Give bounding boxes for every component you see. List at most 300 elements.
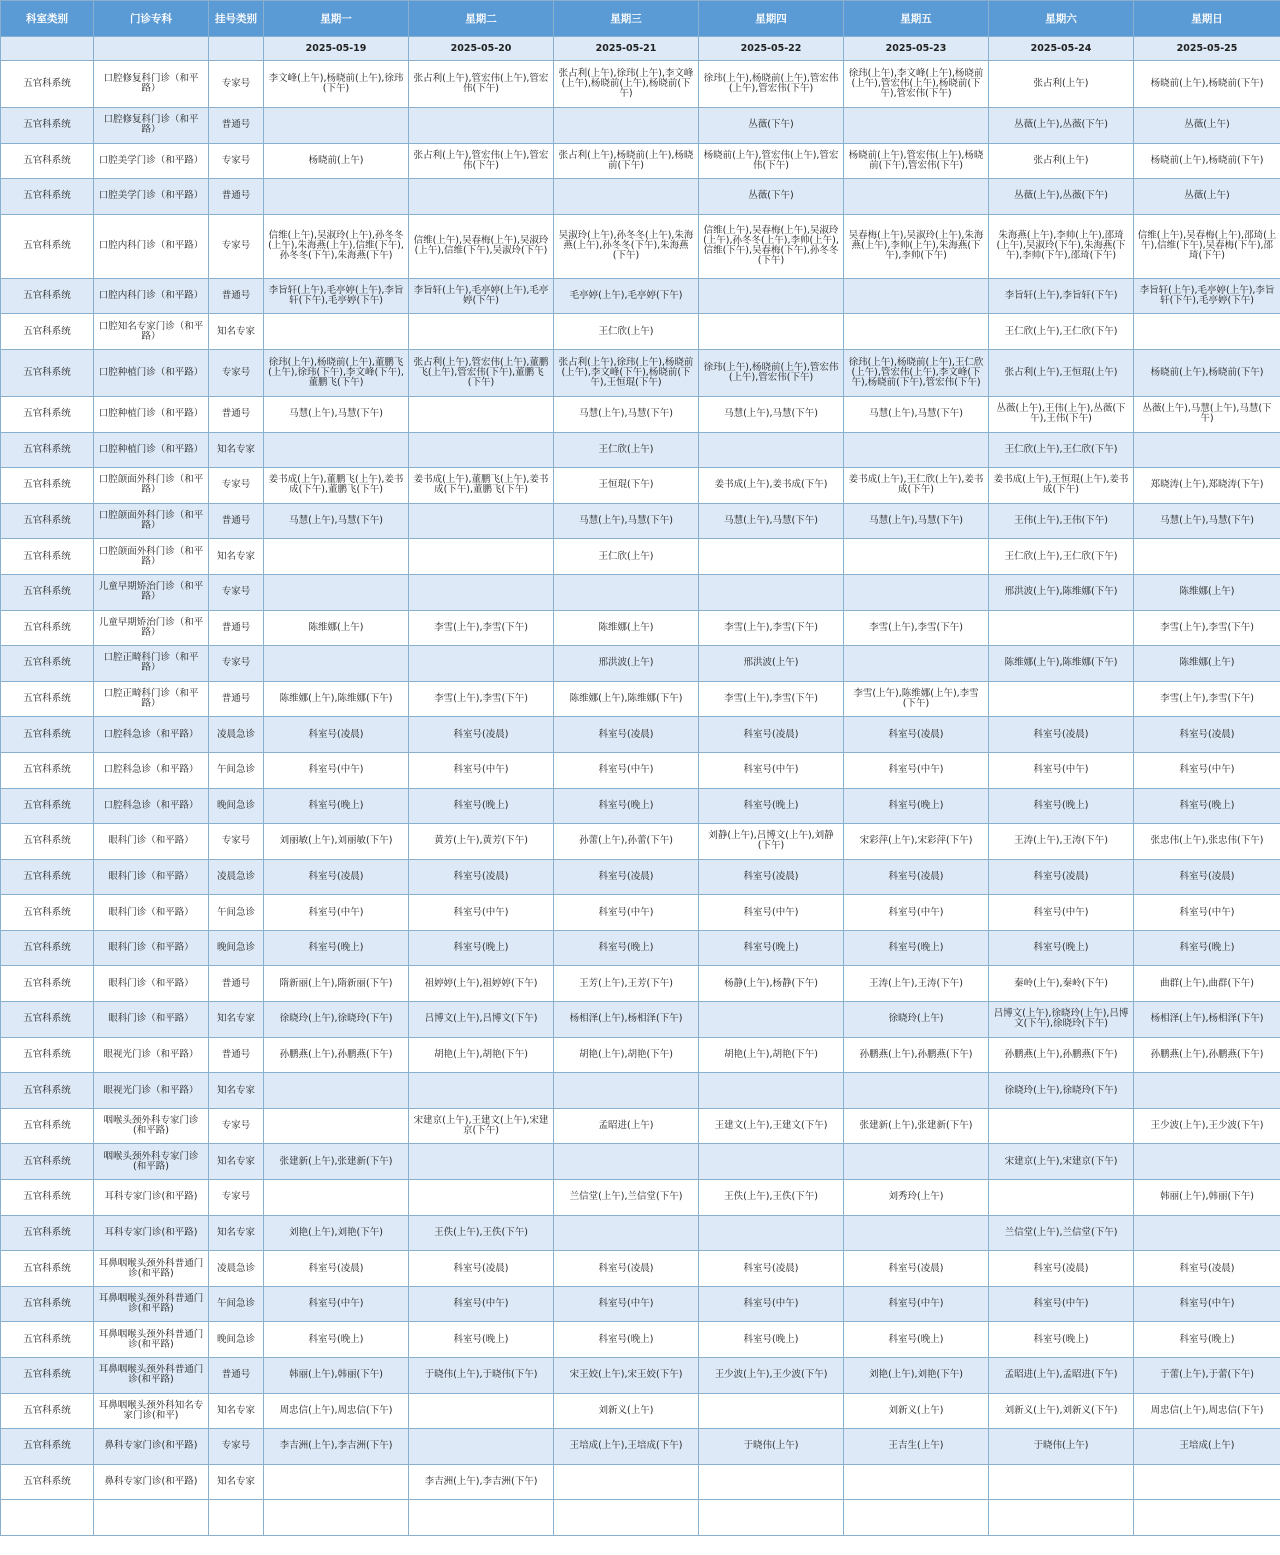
schedule-cell-wednesday: 王芳(上午),王芳(下午) [554, 966, 699, 1002]
registration-type-cell: 知名专家 [209, 1464, 264, 1500]
registration-type-cell: 专家号 [209, 646, 264, 682]
header-monday: 星期一 [264, 1, 409, 37]
schedule-cell-friday [844, 574, 989, 610]
schedule-cell-friday: 马慧(上午),马慧(下午) [844, 503, 989, 539]
department-category-cell: 五官科系统 [1, 1215, 94, 1251]
schedule-cell-tuesday: 李吉洲(上午),李吉洲(下午) [409, 1464, 554, 1500]
schedule-cell-saturday: 邢洪波(上午),陈维娜(下午) [989, 574, 1134, 610]
table-row [1, 646, 1280, 682]
schedule-cell-monday: 杨晓前(上午) [264, 143, 409, 179]
schedule-cell-monday: 隋新丽(上午),隋新丽(下午) [264, 966, 409, 1002]
schedule-cell-saturday: 王仁欣(上午),王仁欣(下午) [989, 432, 1134, 468]
schedule-cell-tuesday [409, 108, 554, 144]
schedule-cell-sunday: 科室号(凌晨) [1134, 1251, 1280, 1287]
schedule-cell-sunday: 韩丽(上午),韩丽(下午) [1134, 1180, 1280, 1216]
department-category-cell: 五官科系统 [1, 61, 94, 108]
registration-type-cell: 知名专家 [209, 1002, 264, 1038]
schedule-cell-saturday: 丛薇(上午),丛薇(下午) [989, 108, 1134, 144]
schedule-cell-tuesday: 信维(上午),吴春梅(上午),吴淑玲(上午),信维(下午),吴淑玲(下午) [409, 214, 554, 278]
department-category-cell: 五官科系统 [1, 1429, 94, 1465]
schedule-cell-wednesday: 王仁欣(上午) [554, 539, 699, 575]
schedule-cell-friday: 孙鹏燕(上午),孙鹏燕(下午) [844, 1037, 989, 1073]
schedule-cell-wednesday: 王培成(上午),王培成(下午) [554, 1429, 699, 1465]
schedule-cell-wednesday: 王仁欣(上午) [554, 314, 699, 350]
schedule-cell-sunday: 科室号(中午) [1134, 752, 1280, 788]
empty-row [1, 1500, 1280, 1536]
registration-type-cell: 知名专家 [209, 314, 264, 350]
schedule-cell-tuesday: 科室号(中午) [409, 752, 554, 788]
department-category-cell: 五官科系统 [1, 143, 94, 179]
department-category-cell: 五官科系统 [1, 432, 94, 468]
schedule-cell-friday [844, 1464, 989, 1500]
clinic-specialty-cell: 口腔美学门诊（和平路） [94, 143, 209, 179]
table-row [1, 895, 1280, 931]
department-category-cell: 五官科系统 [1, 1180, 94, 1216]
schedule-cell-thursday: 马慧(上午),马慧(下午) [699, 503, 844, 539]
schedule-cell-tuesday: 科室号(凌晨) [409, 1251, 554, 1287]
department-category-cell: 五官科系统 [1, 349, 94, 396]
schedule-cell-tuesday: 科室号(凌晨) [409, 717, 554, 753]
department-category-cell: 五官科系统 [1, 1251, 94, 1287]
schedule-cell-monday [264, 314, 409, 350]
clinic-specialty-cell: 耳科专家门诊(和平路) [94, 1180, 209, 1216]
registration-type-cell: 普通号 [209, 108, 264, 144]
schedule-cell-sunday: 科室号(中午) [1134, 1286, 1280, 1322]
department-category-cell: 五官科系统 [1, 1464, 94, 1500]
schedule-cell-monday: 李文峰(上午),杨晓前(上午),徐玮(下午) [264, 61, 409, 108]
schedule-cell-sunday: 科室号(晚上) [1134, 930, 1280, 966]
schedule-cell-thursday: 姜书成(上午),姜书成(下午) [699, 468, 844, 504]
schedule-cell-monday [264, 1108, 409, 1144]
schedule-cell-thursday: 杨静(上午),杨静(下午) [699, 966, 844, 1002]
registration-type-cell: 普通号 [209, 179, 264, 215]
schedule-cell-saturday: 兰信堂(上午),兰信堂(下午) [989, 1215, 1134, 1251]
schedule-cell-tuesday [409, 1429, 554, 1465]
schedule-cell-monday: 李吉洲(上午),李吉洲(下午) [264, 1429, 409, 1465]
schedule-cell-friday: 科室号(晚上) [844, 1322, 989, 1358]
schedule-cell-sunday: 李旨轩(上午),毛亭婷(上午),李旨轩(下午),毛亭婷(下午) [1134, 278, 1280, 314]
empty-cell [1134, 1500, 1280, 1536]
schedule-cell-tuesday: 张占利(上午),管宏伟(上午),管宏伟(下午) [409, 143, 554, 179]
registration-type-cell: 知名专家 [209, 432, 264, 468]
table-row [1, 1144, 1280, 1180]
schedule-cell-friday: 徐晓玲(上午) [844, 1002, 989, 1038]
empty-cell [1, 1500, 94, 1536]
schedule-cell-wednesday: 孟昭进(上午) [554, 1108, 699, 1144]
clinic-specialty-cell: 咽喉头颈外科专家门诊(和平路) [94, 1144, 209, 1180]
date-thursday: 2025-05-22 [699, 37, 844, 61]
registration-type-cell: 凌晨急诊 [209, 717, 264, 753]
schedule-cell-sunday: 张忠伟(上午),张忠伟(下午) [1134, 824, 1280, 860]
schedule-cell-monday: 陈维娜(上午),陈维娜(下午) [264, 681, 409, 717]
table-row [1, 143, 1280, 179]
schedule-cell-sunday: 丛薇(上午),马慧(上午),马慧(下午) [1134, 396, 1280, 432]
schedule-cell-sunday: 陈维娜(上午) [1134, 574, 1280, 610]
table-row [1, 214, 1280, 278]
date-tuesday: 2025-05-20 [409, 37, 554, 61]
registration-type-cell: 晚间急诊 [209, 1322, 264, 1358]
department-category-cell: 五官科系统 [1, 1358, 94, 1394]
table-row [1, 61, 1280, 108]
schedule-cell-friday: 刘艳(上午),刘艳(下午) [844, 1358, 989, 1394]
clinic-specialty-cell: 眼视光门诊（和平路） [94, 1037, 209, 1073]
clinic-specialty-cell: 鼻科专家门诊(和平路) [94, 1464, 209, 1500]
schedule-cell-wednesday: 兰信堂(上午),兰信堂(下午) [554, 1180, 699, 1216]
department-category-cell: 五官科系统 [1, 503, 94, 539]
table-row [1, 1393, 1280, 1429]
schedule-cell-monday: 科室号(凌晨) [264, 859, 409, 895]
schedule-cell-monday [264, 179, 409, 215]
schedule-cell-wednesday: 科室号(晚上) [554, 930, 699, 966]
department-category-cell: 五官科系统 [1, 859, 94, 895]
registration-type-cell: 知名专家 [209, 1144, 264, 1180]
schedule-cell-friday [844, 108, 989, 144]
schedule-cell-wednesday: 马慧(上午),马慧(下午) [554, 503, 699, 539]
schedule-cell-sunday: 信维(上午),吴春梅(上午),邵琦(上午),信维(下午),吴春梅(下午),邵琦(下午) [1134, 214, 1280, 278]
schedule-cell-thursday: 科室号(凌晨) [699, 859, 844, 895]
schedule-cell-tuesday: 李旨轩(上午),毛亭婷(上午),毛亭婷(下午) [409, 278, 554, 314]
schedule-cell-thursday: 王建文(上午),王建文(下午) [699, 1108, 844, 1144]
clinic-specialty-cell: 耳鼻咽喉头颈外科知名专家门诊(和平) [94, 1393, 209, 1429]
schedule-cell-wednesday: 刘新义(上午) [554, 1393, 699, 1429]
schedule-cell-sunday [1134, 432, 1280, 468]
schedule-cell-sunday: 科室号(晚上) [1134, 788, 1280, 824]
schedule-cell-thursday [699, 1215, 844, 1251]
registration-type-cell: 普通号 [209, 278, 264, 314]
schedule-cell-tuesday [409, 574, 554, 610]
clinic-specialty-cell: 耳鼻咽喉头颈外科普通门诊(和平路) [94, 1286, 209, 1322]
table-row [1, 788, 1280, 824]
schedule-cell-tuesday: 科室号(中午) [409, 1286, 554, 1322]
table-row [1, 468, 1280, 504]
clinic-specialty-cell: 眼科门诊（和平路） [94, 966, 209, 1002]
schedule-cell-monday: 科室号(晚上) [264, 930, 409, 966]
table-row [1, 859, 1280, 895]
department-category-cell: 五官科系统 [1, 752, 94, 788]
schedule-cell-friday: 吴春梅(上午),吴淑玲(上午),朱海燕(上午),李帅(上午),朱海燕(下午),李帅(下午) [844, 214, 989, 278]
schedule-cell-saturday: 科室号(中午) [989, 895, 1134, 931]
schedule-cell-thursday: 科室号(晚上) [699, 1322, 844, 1358]
empty-cell [94, 1500, 209, 1536]
table-row [1, 1002, 1280, 1038]
registration-type-cell: 知名专家 [209, 1073, 264, 1109]
schedule-cell-sunday: 杨晓前(上午),杨晓前(下午) [1134, 143, 1280, 179]
schedule-cell-tuesday: 姜书成(上午),董鹏飞(上午),姜书成(下午),董鹏飞(下午) [409, 468, 554, 504]
department-category-cell: 五官科系统 [1, 574, 94, 610]
schedule-cell-monday [264, 432, 409, 468]
schedule-cell-thursday: 邢洪波(上午) [699, 646, 844, 682]
table-row [1, 503, 1280, 539]
table-row [1, 824, 1280, 860]
department-category-cell: 五官科系统 [1, 646, 94, 682]
table-row [1, 1251, 1280, 1287]
department-category-cell: 五官科系统 [1, 824, 94, 860]
schedule-cell-friday: 科室号(凌晨) [844, 717, 989, 753]
schedule-cell-thursday: 于晓伟(上午) [699, 1429, 844, 1465]
registration-type-cell: 午间急诊 [209, 895, 264, 931]
table-row [1, 1073, 1280, 1109]
schedule-cell-sunday: 郑晓涛(上午),郑晓涛(下午) [1134, 468, 1280, 504]
schedule-cell-tuesday [409, 179, 554, 215]
empty-cell [409, 1500, 554, 1536]
schedule-cell-thursday [699, 1002, 844, 1038]
schedule-cell-friday: 徐玮(上午),杨晓前(上午),王仁欣(上午),管宏伟(上午),李文峰(下午),杨晓前(下午),管宏伟(下午) [844, 349, 989, 396]
registration-type-cell: 专家号 [209, 574, 264, 610]
schedule-cell-thursday: 科室号(凌晨) [699, 717, 844, 753]
schedule-cell-saturday: 陈维娜(上午),陈维娜(下午) [989, 646, 1134, 682]
schedule-cell-tuesday [409, 1144, 554, 1180]
header-wednesday: 星期三 [554, 1, 699, 37]
registration-type-cell: 普通号 [209, 1037, 264, 1073]
schedule-cell-friday [844, 432, 989, 468]
clinic-specialty-cell: 口腔颌面外科门诊（和平路） [94, 503, 209, 539]
schedule-cell-monday: 科室号(中午) [264, 1286, 409, 1322]
schedule-cell-friday [844, 278, 989, 314]
schedule-cell-wednesday: 科室号(中午) [554, 895, 699, 931]
schedule-cell-thursday: 王少波(上午),王少波(下午) [699, 1358, 844, 1394]
clinic-specialty-cell: 口腔内科门诊（和平路） [94, 214, 209, 278]
registration-type-cell: 知名专家 [209, 1393, 264, 1429]
schedule-cell-saturday: 科室号(晚上) [989, 1322, 1134, 1358]
schedule-cell-monday: 科室号(凌晨) [264, 1251, 409, 1287]
schedule-cell-wednesday: 科室号(中午) [554, 1286, 699, 1322]
schedule-cell-monday: 徐玮(上午),杨晓前(上午),董鹏飞(上午),徐玮(下午),李文峰(下午),董鹏飞(下午) [264, 349, 409, 396]
header-row [1, 1, 1280, 37]
clinic-specialty-cell: 口腔种植门诊（和平路） [94, 349, 209, 396]
schedule-cell-monday: 徐晓玲(上午),徐晓玲(下午) [264, 1002, 409, 1038]
schedule-cell-tuesday: 祖婷婷(上午),祖婷婷(下午) [409, 966, 554, 1002]
schedule-cell-friday: 科室号(晚上) [844, 930, 989, 966]
schedule-cell-sunday: 科室号(凌晨) [1134, 859, 1280, 895]
department-category-cell: 五官科系统 [1, 788, 94, 824]
header-registration-type: 挂号类别 [209, 1, 264, 37]
schedule-cell-thursday: 徐玮(上午),杨晓前(上午),管宏伟(上午),管宏伟(下午) [699, 61, 844, 108]
schedule-cell-sunday [1134, 314, 1280, 350]
schedule-cell-friday: 科室号(中午) [844, 1286, 989, 1322]
schedule-cell-saturday: 于晓伟(上午) [989, 1429, 1134, 1465]
schedule-cell-saturday: 宋建京(上午),宋建京(下午) [989, 1144, 1134, 1180]
clinic-specialty-cell: 口腔颌面外科门诊（和平路） [94, 539, 209, 575]
registration-type-cell: 专家号 [209, 349, 264, 396]
schedule-cell-thursday: 科室号(凌晨) [699, 1251, 844, 1287]
schedule-cell-tuesday: 张占利(上午),管宏伟(上午),董鹏飞(上午),管宏伟(下午),董鹏飞(下午) [409, 349, 554, 396]
schedule-cell-sunday: 杨晓前(上午),杨晓前(下午) [1134, 349, 1280, 396]
schedule-cell-wednesday: 毛亭婷(上午),毛亭婷(下午) [554, 278, 699, 314]
schedule-cell-monday: 李旨轩(上午),毛亭婷(上午),李旨轩(下午),毛亭婷(下午) [264, 278, 409, 314]
department-category-cell: 五官科系统 [1, 214, 94, 278]
schedule-cell-tuesday: 李雪(上午),李雪(下午) [409, 681, 554, 717]
schedule-cell-saturday: 科室号(中午) [989, 1286, 1134, 1322]
clinic-specialty-cell: 口腔修复科门诊（和平路） [94, 108, 209, 144]
schedule-cell-thursday: 王佚(上午),王佚(下午) [699, 1180, 844, 1216]
schedule-cell-saturday: 丛薇(上午),丛薇(下午) [989, 179, 1134, 215]
schedule-cell-wednesday [554, 1144, 699, 1180]
empty-cell [554, 1500, 699, 1536]
table-row [1, 930, 1280, 966]
schedule-cell-wednesday: 马慧(上午),马慧(下午) [554, 396, 699, 432]
schedule-cell-tuesday [409, 396, 554, 432]
clinic-specialty-cell: 鼻科专家门诊(和平路) [94, 1429, 209, 1465]
schedule-cell-tuesday: 王佚(上午),王佚(下午) [409, 1215, 554, 1251]
schedule-cell-wednesday: 科室号(凌晨) [554, 1251, 699, 1287]
registration-type-cell: 午间急诊 [209, 752, 264, 788]
schedule-cell-tuesday [409, 1073, 554, 1109]
schedule-cell-thursday: 刘静(上午),吕博文(上午),刘静(下午) [699, 824, 844, 860]
clinic-specialty-cell: 眼科门诊（和平路） [94, 824, 209, 860]
clinic-specialty-cell: 耳鼻咽喉头颈外科普通门诊(和平路) [94, 1322, 209, 1358]
clinic-specialty-cell: 口腔修复科门诊（和平路） [94, 61, 209, 108]
registration-type-cell: 凌晨急诊 [209, 1251, 264, 1287]
schedule-cell-friday: 张建新(上午),张建新(下午) [844, 1108, 989, 1144]
schedule-cell-thursday: 科室号(中午) [699, 1286, 844, 1322]
schedule-cell-saturday: 科室号(凌晨) [989, 717, 1134, 753]
schedule-cell-wednesday [554, 1073, 699, 1109]
date-spacer [209, 37, 264, 61]
schedule-cell-monday: 科室号(晚上) [264, 788, 409, 824]
header-clinic-specialty: 门诊专科 [94, 1, 209, 37]
schedule-cell-saturday: 科室号(凌晨) [989, 859, 1134, 895]
schedule-cell-thursday: 李雪(上午),李雪(下午) [699, 610, 844, 646]
schedule-cell-tuesday: 于晓伟(上午),于晓伟(下午) [409, 1358, 554, 1394]
schedule-cell-friday: 李雪(上午),李雪(下午) [844, 610, 989, 646]
clinic-specialty-cell: 口腔正畸科门诊（和平路） [94, 681, 209, 717]
clinic-specialty-cell: 儿童早期矫治门诊（和平路） [94, 610, 209, 646]
schedule-cell-sunday: 陈维娜(上午) [1134, 646, 1280, 682]
schedule-cell-saturday [989, 1180, 1134, 1216]
clinic-specialty-cell: 耳鼻咽喉头颈外科普通门诊(和平路) [94, 1358, 209, 1394]
table-row [1, 1286, 1280, 1322]
schedule-cell-wednesday: 科室号(凌晨) [554, 717, 699, 753]
schedule-cell-wednesday: 科室号(晚上) [554, 1322, 699, 1358]
schedule-cell-monday: 马慧(上午),马慧(下午) [264, 396, 409, 432]
schedule-cell-saturday: 科室号(凌晨) [989, 1251, 1134, 1287]
department-category-cell: 五官科系统 [1, 610, 94, 646]
schedule-cell-tuesday: 科室号(中午) [409, 895, 554, 931]
date-sunday: 2025-05-25 [1134, 37, 1280, 61]
department-category-cell: 五官科系统 [1, 396, 94, 432]
schedule-cell-wednesday: 杨相泽(上午),杨相泽(下午) [554, 1002, 699, 1038]
department-category-cell: 五官科系统 [1, 108, 94, 144]
registration-type-cell: 专家号 [209, 143, 264, 179]
schedule-cell-tuesday: 吕博文(上午),吕博文(下午) [409, 1002, 554, 1038]
schedule-cell-wednesday: 张占利(上午),徐玮(上午),李文峰(上午),杨晓前(上午),杨晓前(下午) [554, 61, 699, 108]
schedule-cell-friday: 马慧(上午),马慧(下午) [844, 396, 989, 432]
schedule-cell-tuesday [409, 539, 554, 575]
schedule-cell-friday [844, 1144, 989, 1180]
schedule-cell-friday [844, 179, 989, 215]
schedule-cell-sunday: 杨相泽(上午),杨相泽(下午) [1134, 1002, 1280, 1038]
department-category-cell: 五官科系统 [1, 1073, 94, 1109]
registration-type-cell: 凌晨急诊 [209, 859, 264, 895]
schedule-cell-wednesday: 张占利(上午),杨晓前(上午),杨晓前(下午) [554, 143, 699, 179]
empty-cell [209, 1500, 264, 1536]
empty-cell [989, 1500, 1134, 1536]
table-row [1, 349, 1280, 396]
schedule-cell-saturday: 孟昭进(上午),孟昭进(下午) [989, 1358, 1134, 1394]
schedule-cell-tuesday [409, 314, 554, 350]
schedule-cell-sunday: 王培成(上午) [1134, 1429, 1280, 1465]
schedule-cell-thursday [699, 539, 844, 575]
registration-type-cell: 知名专家 [209, 1215, 264, 1251]
schedule-cell-monday [264, 1073, 409, 1109]
schedule-cell-thursday: 科室号(晚上) [699, 930, 844, 966]
table-row [1, 396, 1280, 432]
schedule-cell-tuesday: 李雪(上午),李雪(下午) [409, 610, 554, 646]
schedule-cell-monday: 陈维娜(上午) [264, 610, 409, 646]
registration-type-cell: 普通号 [209, 396, 264, 432]
schedule-cell-saturday: 李旨轩(上午),李旨轩(下午) [989, 278, 1134, 314]
table-row [1, 752, 1280, 788]
schedule-cell-sunday: 丛薇(上午) [1134, 108, 1280, 144]
table-row [1, 314, 1280, 350]
schedule-cell-thursday [699, 314, 844, 350]
schedule-cell-sunday [1134, 1464, 1280, 1500]
schedule-cell-thursday: 杨晓前(上午),管宏伟(上午),管宏伟(下午) [699, 143, 844, 179]
schedule-cell-friday: 李雪(上午),陈维娜(上午),李雪(下午) [844, 681, 989, 717]
date-friday: 2025-05-23 [844, 37, 989, 61]
schedule-cell-wednesday [554, 1215, 699, 1251]
schedule-cell-friday [844, 1215, 989, 1251]
department-category-cell: 五官科系统 [1, 278, 94, 314]
schedule-cell-saturday: 张占利(上午) [989, 143, 1134, 179]
header-friday: 星期五 [844, 1, 989, 37]
schedule-cell-wednesday: 邢洪波(上午) [554, 646, 699, 682]
clinic-specialty-cell: 口腔内科门诊（和平路） [94, 278, 209, 314]
clinic-specialty-cell: 口腔颌面外科门诊（和平路） [94, 468, 209, 504]
schedule-cell-saturday: 刘新义(上午),刘新义(下午) [989, 1393, 1134, 1429]
table-row [1, 717, 1280, 753]
schedule-cell-friday: 宋彩萍(上午),宋彩萍(下午) [844, 824, 989, 860]
schedule-cell-wednesday: 科室号(凌晨) [554, 859, 699, 895]
schedule-cell-saturday: 徐晓玲(上午),徐晓玲(下午) [989, 1073, 1134, 1109]
schedule-cell-saturday: 科室号(晚上) [989, 788, 1134, 824]
schedule-body [1, 61, 1280, 1536]
schedule-cell-sunday: 曲群(上午),曲群(下午) [1134, 966, 1280, 1002]
schedule-cell-monday [264, 646, 409, 682]
schedule-cell-saturday: 王涛(上午),王涛(下午) [989, 824, 1134, 860]
schedule-cell-monday [264, 1464, 409, 1500]
schedule-cell-monday [264, 1180, 409, 1216]
schedule-cell-monday: 科室号(中午) [264, 752, 409, 788]
registration-type-cell: 普通号 [209, 503, 264, 539]
header-department-category: 科室类别 [1, 1, 94, 37]
schedule-cell-friday: 杨晓前(上午),管宏伟(上午),杨晓前(下午),管宏伟(下午) [844, 143, 989, 179]
schedule-cell-friday: 科室号(中午) [844, 752, 989, 788]
empty-cell [844, 1500, 989, 1536]
registration-type-cell: 普通号 [209, 610, 264, 646]
schedule-cell-thursday [699, 432, 844, 468]
schedule-cell-thursday: 马慧(上午),马慧(下午) [699, 396, 844, 432]
registration-type-cell: 知名专家 [209, 539, 264, 575]
schedule-cell-thursday: 科室号(中午) [699, 752, 844, 788]
schedule-cell-wednesday [554, 1464, 699, 1500]
schedule-cell-thursday: 科室号(中午) [699, 895, 844, 931]
table-row [1, 539, 1280, 575]
schedule-cell-wednesday: 胡艳(上午),胡艳(下午) [554, 1037, 699, 1073]
schedule-cell-wednesday: 吴淑玲(上午),孙冬冬(上午),朱海燕(上午),孙冬冬(下午),朱海燕(下午) [554, 214, 699, 278]
schedule-cell-thursday: 丛薇(下午) [699, 108, 844, 144]
schedule-cell-wednesday [554, 574, 699, 610]
schedule-cell-saturday: 张占利(上午) [989, 61, 1134, 108]
department-category-cell: 五官科系统 [1, 895, 94, 931]
schedule-cell-monday: 孙鹏燕(上午),孙鹏燕(下午) [264, 1037, 409, 1073]
date-spacer [94, 37, 209, 61]
department-category-cell: 五官科系统 [1, 1286, 94, 1322]
schedule-cell-wednesday [554, 179, 699, 215]
schedule-cell-wednesday [554, 108, 699, 144]
clinic-specialty-cell: 口腔科急诊（和平路） [94, 717, 209, 753]
schedule-cell-wednesday: 王仁欣(上午) [554, 432, 699, 468]
